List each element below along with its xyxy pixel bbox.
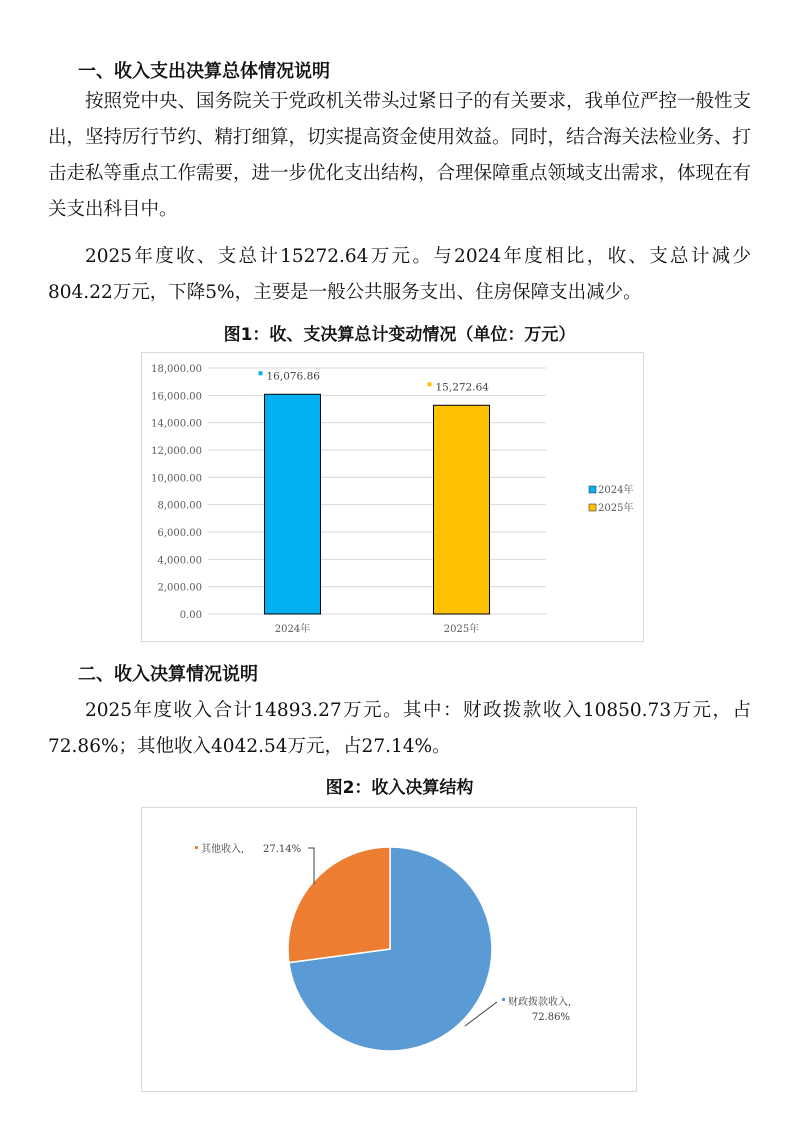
y-tick-label: 16,000.00 xyxy=(151,391,202,403)
section-1-paragraph-1: 按照党中央、国务院关于党政机关带头过紧日子的有关要求，我单位严控一般性支出，坚持厉行节约、精打细算，切实提高资金使用效益。同时，结合海关法检业务、打击走私等重点工作需要，进一步优化支出结构，合理保障重点领域支出需求，体现在有关支出科目中。 xyxy=(48,91,752,220)
slice-label-name: 财政拨款收入, xyxy=(508,997,572,1008)
legend-entry: 2024年 xyxy=(598,485,634,496)
section-1-paragraph-2: 2025年度收、支总计15272.64万元。与2024年度相比，收、支总计减少804.22万元，下降5%，主要是一般公共服务支出、住房保障支出减少。 xyxy=(48,246,751,303)
figure-1-caption: 图1：收、支决算总计变动情况（单位：万元） xyxy=(223,325,576,345)
bar-chart-container xyxy=(141,352,644,642)
bar-chart xyxy=(142,353,643,641)
y-tick-label: 4,000.00 xyxy=(157,555,202,567)
pie-slice-其他收入 xyxy=(288,847,390,963)
y-tick-label: 10,000.00 xyxy=(151,473,202,485)
slice-label-value: 27.14% xyxy=(263,844,302,855)
y-tick-label: 14,000.00 xyxy=(151,418,202,430)
figure-2-caption: 图2：收入决算结构 xyxy=(325,778,474,798)
pie-chart xyxy=(142,808,636,1091)
data-label-marker xyxy=(428,382,432,386)
legend-swatch xyxy=(589,486,596,493)
legend-swatch xyxy=(589,504,596,511)
bar-2025年 xyxy=(434,405,490,614)
slice-label-marker xyxy=(195,846,198,849)
bar-2024年 xyxy=(265,394,321,614)
x-tick-label: 2024年 xyxy=(274,624,311,635)
y-tick-label: 0.00 xyxy=(179,610,202,621)
slice-label-value: 72.86% xyxy=(531,1012,570,1023)
data-label: 15,272.64 xyxy=(435,381,489,394)
data-label: 16,076.86 xyxy=(266,370,320,383)
pie-chart-container xyxy=(141,807,637,1092)
y-tick-label: 18,000.00 xyxy=(151,364,202,375)
x-tick-label: 2025年 xyxy=(443,624,480,635)
section-2-heading: 二、收入决算情况说明 xyxy=(78,664,258,685)
slice-label-marker xyxy=(502,998,505,1001)
y-tick-label: 8,000.00 xyxy=(157,500,202,512)
section-1-heading: 一、收入支出决算总体情况说明 xyxy=(78,61,330,82)
y-tick-label: 2,000.00 xyxy=(157,582,202,594)
y-tick-label: 12,000.00 xyxy=(151,446,202,457)
data-label-marker xyxy=(259,371,263,375)
legend-entry: 2025年 xyxy=(598,503,634,514)
leader-line xyxy=(308,848,314,884)
y-tick-label: 6,000.00 xyxy=(157,528,202,539)
slice-label-name: 其他收入, xyxy=(201,844,245,855)
section-2-paragraph-1: 2025年度收入合计14893.27万元。其中：财政拨款收入10850.73万元，占72.86%；其他收入4042.54万元，占27.14%。 xyxy=(48,700,751,757)
